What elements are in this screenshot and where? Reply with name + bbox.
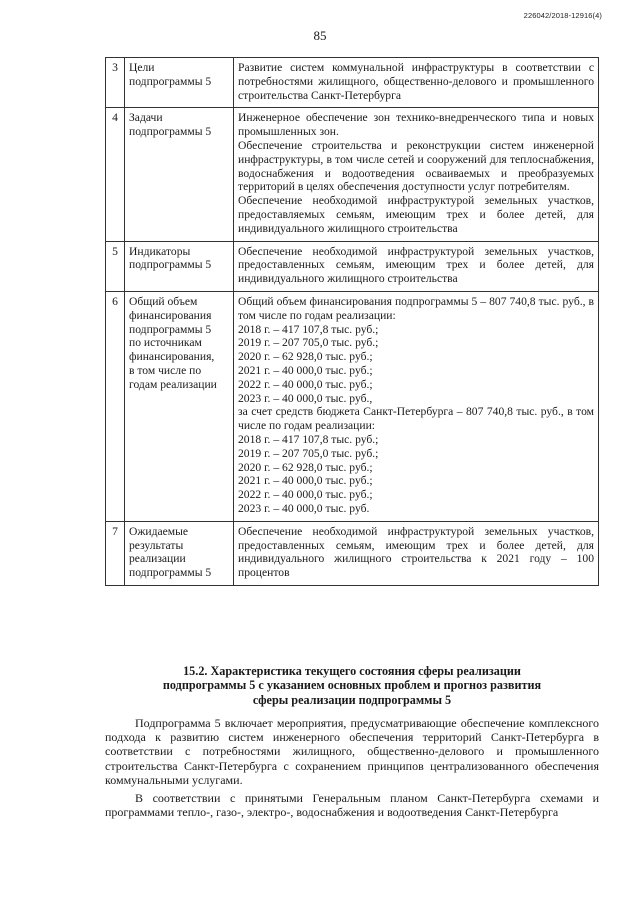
content-paragraph: Обеспечение необходимой инфраструктурой земельных участков, предоставленных семьям, имеющим трех и более детей, для индивидуального жилищного строительства к 2021 году – 100 процентов	[238, 524, 594, 580]
content-paragraph: Развитие систем коммунальной инфраструктуры в соответствии с потребностями жилищного, общественно-делового и промышленного строительства Санкт-Петербурга	[238, 61, 594, 102]
label-line: результаты	[129, 538, 184, 552]
label-line: финансирования,	[129, 350, 215, 364]
row-label: Цели подпрограммы 5	[125, 58, 234, 108]
row-content	[234, 291, 599, 521]
row-content	[234, 521, 599, 585]
table-row	[106, 521, 599, 585]
budget-year: 2023 г. – 40 000,0 тыс. руб.	[238, 501, 370, 515]
row-content	[234, 108, 599, 241]
table-row	[106, 108, 599, 241]
content-paragraph: Обеспечение необходимой инфраструктурой земельных участков, предоставленных семьям, имеющим трех и более детей, для индивидуального жилищного строительства	[238, 244, 594, 286]
row-label: Задачи подпрограммы 5	[125, 108, 234, 241]
row-label	[125, 521, 234, 585]
row-content	[234, 241, 599, 291]
table-row	[106, 241, 599, 291]
body-paragraph: В соответствии с принятыми Генеральным планом Санкт-Петербурга схемами и программами тепло-, газо-, электро-, водоснабжения и водоотведения Санкт-Петербурга	[105, 791, 599, 820]
financing-year: 2021 г. – 40 000,0 тыс. руб.;	[238, 363, 373, 377]
label-line: финансирования	[129, 308, 212, 322]
page-number: 85	[313, 28, 327, 43]
row-content	[234, 58, 599, 108]
row-number: 3	[106, 58, 125, 108]
financing-year: 2020 г. – 62 928,0 тыс. руб.;	[238, 350, 373, 364]
budget-year: 2018 г. – 417 107,8 тыс. руб.;	[238, 432, 379, 446]
label-line: реализации	[129, 552, 186, 566]
financing-year: 2019 г. – 207 705,0 тыс. руб.;	[238, 336, 379, 350]
financing-year: 2022 г. – 40 000,0 тыс. руб.;	[238, 377, 373, 391]
table-row	[106, 291, 599, 521]
row-label: Индикаторы подпрограммы 5	[125, 241, 234, 291]
budget-year: 2019 г. – 207 705,0 тыс. руб.;	[238, 446, 379, 460]
content-paragraph: Обеспечение необходимой инфраструктурой земельных участков, предоставляемых семьям, имеющим трех и более детей, для индивидуального жилищного строительства	[238, 194, 594, 235]
document-code: 226042/2018-12916(4)	[523, 11, 602, 20]
budget-year: 2021 г. – 40 000,0 тыс. руб.;	[238, 474, 373, 488]
financing-total: Общий объем финансирования подпрограммы 5 – 807 740,8 тыс. руб., в том числе по годам реализации:	[238, 294, 594, 322]
content-paragraph: Обеспечение строительства и реконструкции систем инженерной инфраструктуры, в том числе сетей и сооружений для теплоснабжения, водоснабжения и водоотведения осваиваемых и преобразуемых территорий в целях обеспечения доступности услуг потребителям.	[238, 138, 594, 194]
budget-year: 2022 г. – 40 000,0 тыс. руб.;	[238, 488, 373, 502]
heading-line: подпрограммы 5 с указанием основных проблем и прогноз развития	[162, 678, 542, 693]
financing-year: 2023 г. – 40 000,0 тыс. руб.,	[238, 391, 373, 405]
label-line: подпрограммы 5	[129, 566, 212, 580]
heading-line: сферы реализации подпрограммы 5	[252, 692, 452, 707]
row-number: 4	[106, 108, 125, 241]
financing-year: 2018 г. – 417 107,8 тыс. руб.;	[238, 322, 379, 336]
table-row	[106, 58, 599, 108]
label-line: Общий объем	[129, 294, 198, 308]
label-line: годам реализации	[129, 377, 217, 391]
heading-line: 15.2. Характеристика текущего состояния сферы реализации	[183, 664, 521, 678]
row-number: 7	[106, 521, 125, 585]
budget-total: за счет средств бюджета Санкт-Петербурга – 807 740,8 тыс. руб., в том числе по годам реализации:	[238, 405, 594, 433]
budget-year: 2020 г. – 62 928,0 тыс. руб.;	[238, 460, 373, 474]
row-number: 6	[106, 291, 125, 521]
row-number: 5	[106, 241, 125, 291]
section-body	[105, 716, 599, 823]
body-paragraph: Подпрограмма 5 включает мероприятия, предусматривающие обеспечение комплексного подхода к развитию систем инженерного обеспечения территорий Санкт-Петербурга в соответствии с потребностями жилищного, общественно-делового и промышленного строительства Санкт-Петербурга с сохранением принципов централизованного обеспечения коммунальными услугами.	[105, 716, 599, 787]
subprogram-passport-table	[105, 57, 599, 586]
label-line: подпрограммы 5	[129, 322, 212, 336]
content-paragraph: Инженерное обеспечение зон технико-внедренческого типа и новых промышленных зон.	[238, 111, 594, 139]
label-line: Ожидаемые	[129, 524, 189, 538]
row-label	[125, 291, 234, 521]
label-line: в том числе по	[129, 363, 202, 377]
section-heading	[105, 664, 599, 707]
label-line: по источникам	[129, 336, 202, 350]
